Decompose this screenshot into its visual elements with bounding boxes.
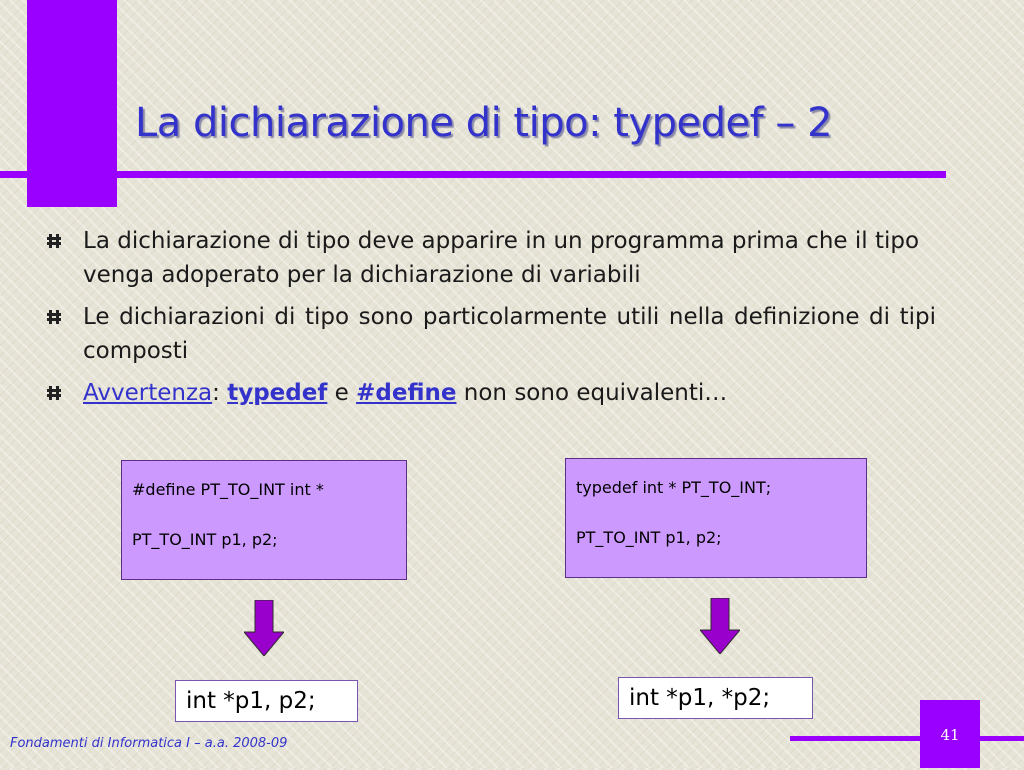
define-result-box: int *p1, p2; [175,680,358,722]
bullet-glyph-icon [46,385,62,401]
arrow-down-icon [700,598,740,654]
arrow-down-icon [244,600,284,656]
keyword-typedef: typedef [227,380,328,406]
code-line-1: typedef int * PT_TO_INT; [576,478,772,497]
bullet-item-2 [46,300,936,368]
bullet-list [46,224,936,418]
warning-rest: non sono equivalenti… [463,380,728,406]
code-line-1: #define PT_TO_INT int * [132,480,324,499]
bullet-glyph-icon [46,233,62,249]
define-code-box [121,460,407,580]
slide-title: La dichiarazione di tipo: typedef – 2 [135,100,833,146]
code-line-2: PT_TO_INT p1, p2; [576,528,722,547]
typedef-code-box [565,458,867,578]
bullet-item-3 [46,376,936,410]
bullet-text: La dichiarazione di tipo deve apparire in un programma prima che il tipo venga adoperato per la dichiarazione di variabili [83,228,920,288]
typedef-result-box: int *p1, *p2; [618,677,813,719]
warning-label: Avvertenza [83,380,213,406]
title-underline [0,171,946,178]
bullet-glyph-icon [46,309,62,325]
keyword-define: #define [356,380,457,406]
bullet-text: Le dichiarazioni di tipo sono particolarmente utili nella definizione di tipi composti [83,304,936,364]
footer-text: Fondamenti di Informatica I – a.a. 2008-09 [10,736,288,751]
footer-line [790,736,1024,741]
bullet-item-1 [46,224,936,292]
bullet-text [83,376,936,410]
colon: : [212,380,220,406]
page-number: 41 [920,700,980,768]
code-line-2: PT_TO_INT p1, p2; [132,530,278,549]
conjunction: e [334,380,349,406]
